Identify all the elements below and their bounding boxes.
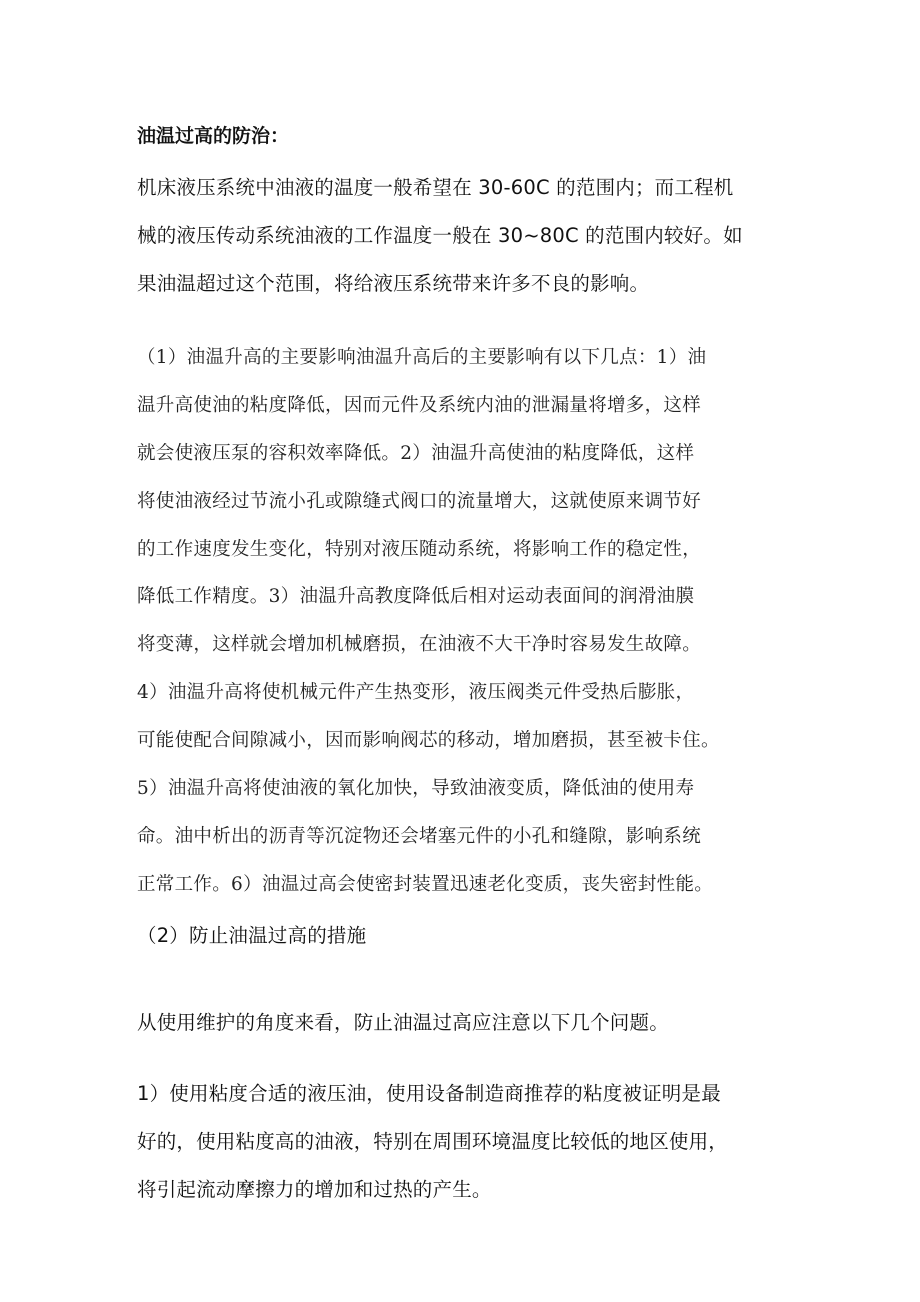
section1-line: 温升高使油的粘度降低，因而元件及系统内油的泄漏量将增多，这样 (137, 395, 702, 416)
section1-line: （1）油温升高的主要影响油温升高后的主要影响有以下几点：1）油 (137, 347, 707, 368)
heading: 油温过高的防治： (137, 125, 290, 147)
intro-line: 械的液压传动系统油液的工作温度一般在 30~80C 的范围内较好。如 (137, 224, 743, 247)
section1-line: 降低工作精度。3）油温升高教度降低后相对运动表面间的润滑油膜 (137, 586, 695, 607)
intro-line: 果油温超过这个范围，将给液压系统带来许多不良的影响。 (137, 272, 650, 295)
section1-line: 将使油液经过节流小孔或隙缝式阀口的流量增大，这就使原来调节好 (137, 491, 702, 512)
item1-line: 将引起流动摩擦力的增加和过热的产生。 (137, 1178, 492, 1201)
section1-line: 可能使配合间隙减小，因而影响阀芯的移动，增加磨损，甚至被卡住。 (137, 730, 720, 751)
section1-line: 正常工作。6）油温过高会使密封装置迅速老化变质，丧失密封性能。 (137, 874, 714, 895)
item1-line: 1）使用粘度合适的液压油，使用设备制造商推荐的粘度被证明是最 (137, 1082, 721, 1105)
section1-line: 5）油温升高将使油液的氧化加快，导致油液变质，降低油的使用寿 (137, 778, 695, 799)
section1-line: 将变薄，这样就会增加机械磨损，在油液不大干净时容易发生故障。 (137, 634, 702, 655)
intro-line: 机床液压系统中油液的温度一般希望在 30-60C 的范围内；而工程机 (137, 176, 734, 199)
section1-line: 的工作速度发生变化，特别对液压随动系统，将影响工作的稳定性， (137, 539, 702, 560)
section1-line: 就会使液压泵的容积效率降低。2）油温升高使油的粘度降低，这样 (137, 443, 695, 464)
section2-intro: 从使用维护的角度来看，防止油温过高应注意以下几个问题。 (137, 1011, 669, 1034)
section1-line: 4）油温升高将使机械元件产生热变形，液压阀类元件受热后膨胀， (137, 682, 695, 703)
item1-line: 好的，使用粘度高的油液，特别在周围环境温度比较低的地区使用， (137, 1130, 729, 1153)
section2-heading: （2）防止油温过高的措施 (137, 924, 367, 947)
section1-line: 命。油中析出的沥青等沉淀物还会堵塞元件的小孔和缝隙，影响系统 (137, 826, 702, 847)
